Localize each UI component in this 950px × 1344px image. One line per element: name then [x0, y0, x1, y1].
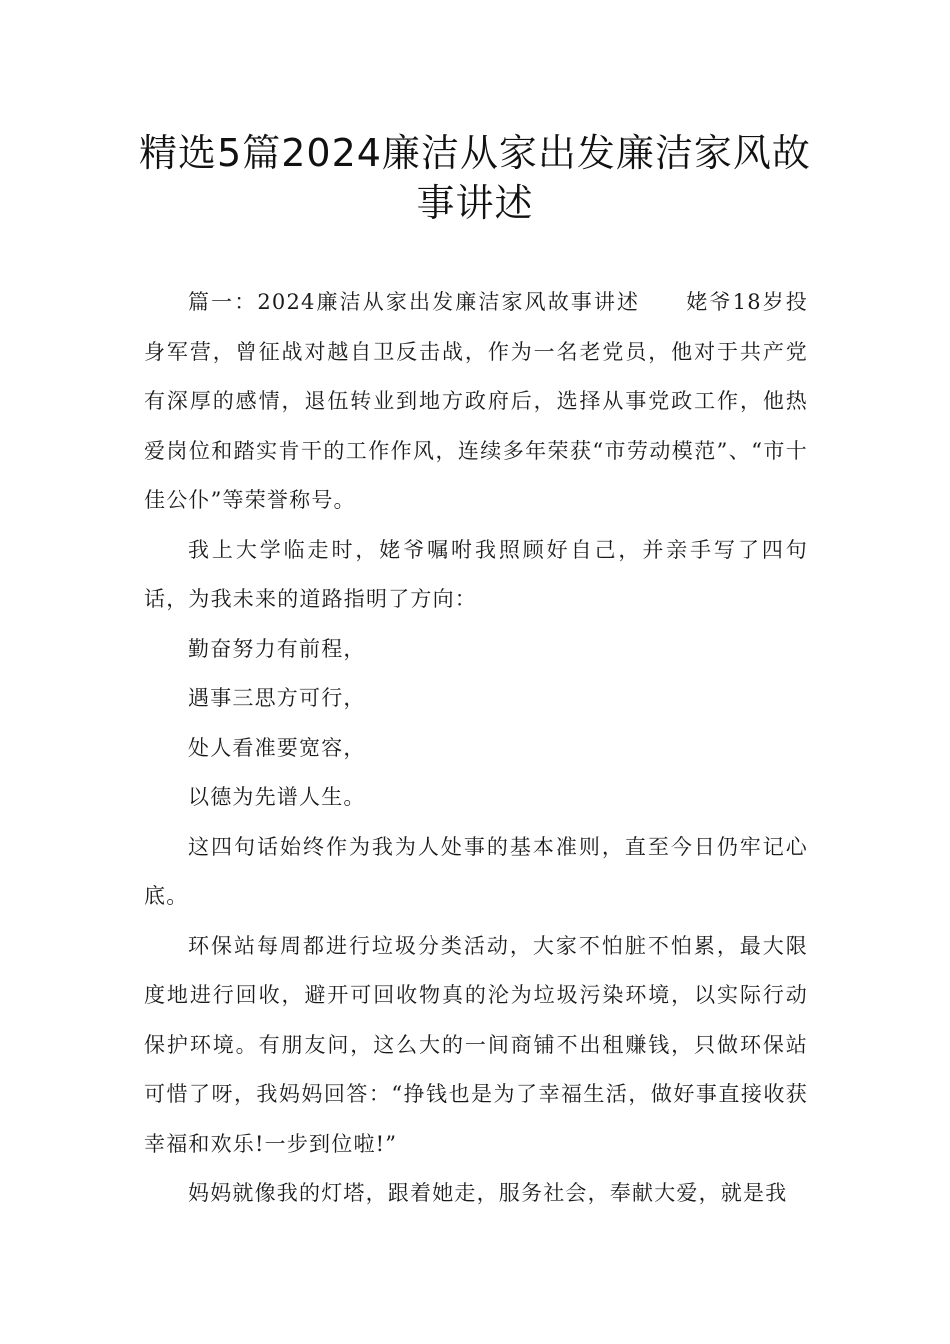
document-body	[144, 278, 808, 1219]
paragraph: 我上大学临走时，姥爷嘱咐我照顾好自己，并亲手写了四句话，为我未来的道路指明了方向：	[144, 537, 808, 611]
poem-line: 以德为先谱人生。	[188, 785, 366, 809]
paragraph: 环保站每周都进行垃圾分类活动，大家不怕脏不怕累，最大限度地进行回收，避开可回收物真的沦为垃圾污染环境，以实际行动保护环境。有朋友问，这么大的一间商铺不出租赚钱，只做环保站可惜了呀，我妈妈回答：“挣钱也是为了幸福生活，做好事直接收获幸福和欢乐!一步到位啦!”	[144, 933, 808, 1156]
document-title: 精选5篇2024廉洁从家出发廉洁家风故事讲述	[139, 131, 811, 225]
paragraph: 妈妈就像我的灯塔，跟着她走，服务社会，奉献大爱，就是我	[188, 1181, 788, 1205]
paragraph: 篇一：2024廉洁从家出发廉洁家风故事讲述 姥爷18岁投身军营，曾征战对越自卫反击战，作为一名老党员，他对于共产党有深厚的感情，退伍转业到地方政府后，选择从事党政工作，他热爱岗位和踏实肯干的工作作风，连续多年荣获“市劳动模范”、“市十佳公仆”等荣誉称号。	[144, 290, 808, 512]
paragraph: 这四句话始终作为我为人处事的基本准则，直至今日仍牢记心底。	[144, 834, 808, 908]
poem-line: 勤奋努力有前程，	[188, 636, 366, 661]
poem-line: 遇事三思方可行，	[188, 686, 366, 710]
poem-line: 处人看准要宽容，	[188, 735, 366, 760]
